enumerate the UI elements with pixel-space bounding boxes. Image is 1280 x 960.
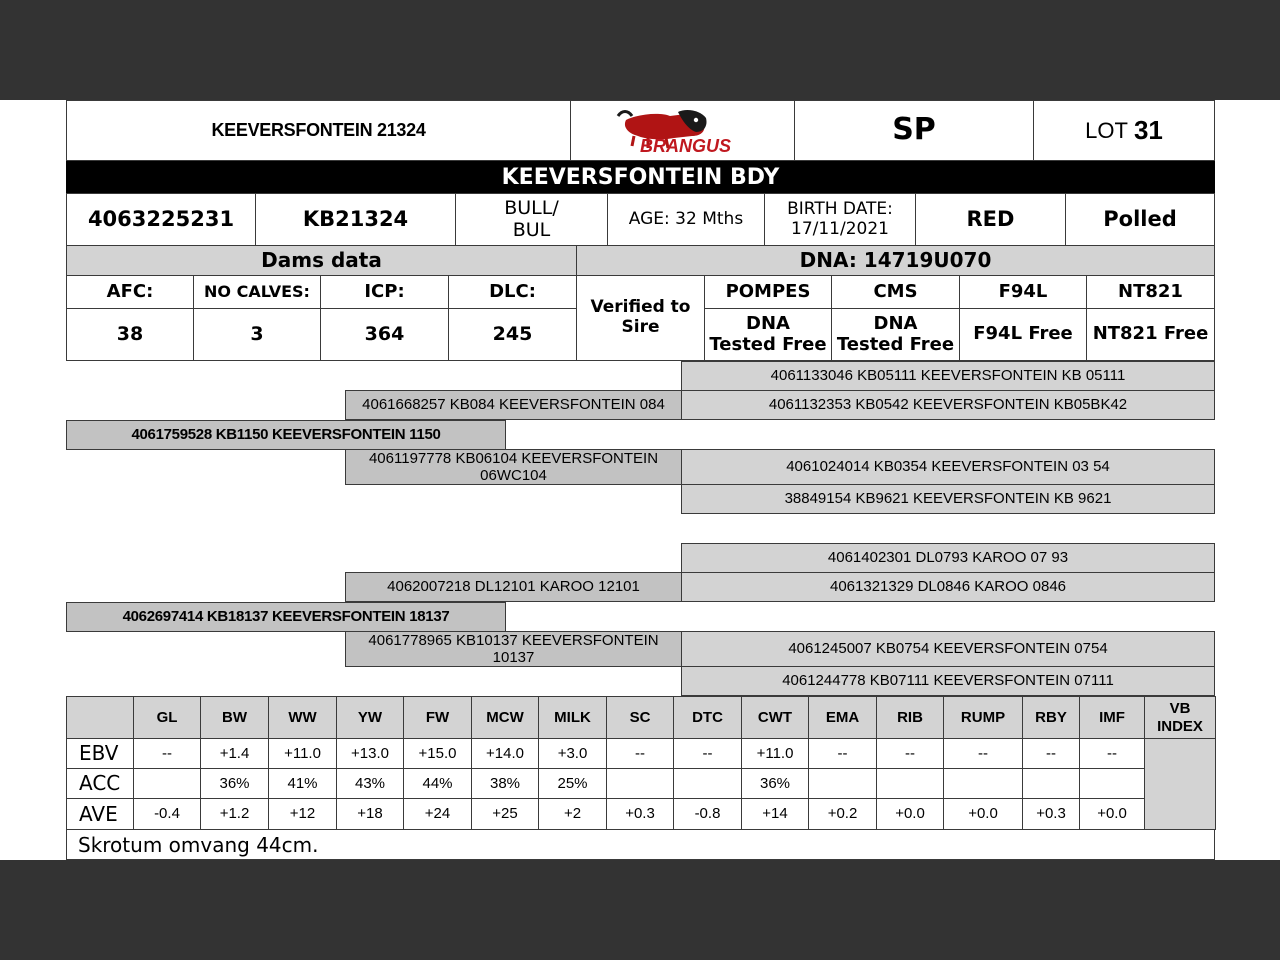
- dams-header-dlc: DLC:: [448, 275, 577, 309]
- animal-name: KEEVERSFONTEIN BDY: [66, 161, 1215, 194]
- dams-data-title: Dams data: [66, 245, 577, 276]
- ebv-value-cell: [943, 768, 1023, 799]
- horn-status: Polled: [1065, 193, 1215, 246]
- ebv-row-label: AVE: [66, 798, 134, 830]
- ebv-value-cell: --: [1079, 738, 1145, 769]
- verified-line2: Sire: [621, 317, 660, 337]
- ebv-col-header: YW: [336, 696, 404, 739]
- ebv-value-cell: --: [673, 738, 742, 769]
- ebv-value-cell: +14.0: [471, 738, 539, 769]
- colour: RED: [915, 193, 1066, 246]
- ebv-value-cell: -0.8: [673, 798, 742, 830]
- vb-index-line1: VB: [1169, 699, 1191, 717]
- ebv-value-cell: +13.0: [336, 738, 404, 769]
- birth-date-value: 17/11/2021: [791, 218, 889, 239]
- lot-sheet: [0, 100, 1280, 860]
- ebv-col-header: MILK: [538, 696, 607, 739]
- cms-result-line1: DNA: [873, 312, 918, 334]
- dna-result-f94l: F94L Free: [959, 308, 1087, 361]
- cms-result-line2: Tested Free: [836, 333, 955, 355]
- ebv-row-label: ACC: [66, 768, 134, 799]
- dna-result-cms: [831, 308, 960, 361]
- verified-to-sire: [576, 275, 705, 361]
- dna-result-pompes: [704, 308, 832, 361]
- bull-logo-icon: [608, 106, 758, 156]
- ebv-value-cell: 25%: [538, 768, 607, 799]
- dams-header-icp: ICP:: [320, 275, 449, 309]
- ebv-value-cell: --: [606, 738, 674, 769]
- pedigree-sire-dam-sire: 4061024014 KB0354 KEEVERSFONTEIN 03 54: [681, 449, 1215, 485]
- ebv-col-header: RUMP: [943, 696, 1023, 739]
- ebv-value-cell: --: [943, 738, 1023, 769]
- pedigree-dam-dam-sire: 4061245007 KB0754 KEEVERSFONTEIN 0754: [681, 631, 1215, 667]
- ebv-value-cell: [606, 768, 674, 799]
- pedigree-dam-dam-dam: 4061244778 KB07111 KEEVERSFONTEIN 07111: [681, 666, 1215, 696]
- ebv-col-header: SC: [606, 696, 674, 739]
- ebv-value-cell: --: [1022, 738, 1080, 769]
- ebv-value-cell: +0.0: [876, 798, 944, 830]
- sex: [455, 193, 608, 246]
- pedigree-sire-sire-sire: 4061133046 KB05111 KEEVERSFONTEIN KB 05111: [681, 361, 1215, 391]
- pedigree-dam-sire: 4062007218 DL12101 KAROO 12101: [345, 572, 682, 602]
- ebv-value-cell: 36%: [200, 768, 269, 799]
- birth-date: [764, 193, 916, 246]
- sex-line1: BULL/: [504, 196, 559, 219]
- ebv-value-cell: [133, 768, 201, 799]
- ebv-col-header: CWT: [741, 696, 809, 739]
- logo-text: BRANGUS: [639, 135, 731, 156]
- lot-label: LOT: [1085, 117, 1128, 143]
- pedigree-sire-dam: 4061197778 KB06104 KEEVERSFONTEIN 06WC104: [345, 449, 682, 485]
- dna-result-nt821: NT821 Free: [1086, 308, 1215, 361]
- dams-value-no-calves: 3: [193, 308, 321, 361]
- ebv-value-cell: +0.0: [943, 798, 1023, 830]
- ebv-value-cell: +15.0: [403, 738, 472, 769]
- dna-test-cms: CMS: [831, 275, 960, 309]
- ebv-col-header: MCW: [471, 696, 539, 739]
- ebv-col-header: BW: [200, 696, 269, 739]
- ebv-col-header: DTC: [673, 696, 742, 739]
- ebv-value-cell: +3.0: [538, 738, 607, 769]
- ebv-value-cell: +2: [538, 798, 607, 830]
- pedigree-sire-sire: 4061668257 KB084 KEEVERSFONTEIN 084: [345, 390, 682, 420]
- vb-index-line2: INDEX: [1157, 717, 1203, 735]
- pedigree-sire-sire-dam: 4061132353 KB0542 KEEVERSFONTEIN KB05BK42: [681, 390, 1215, 420]
- pedigree-sire: 4061759528 KB1150 KEEVERSFONTEIN 1150: [66, 420, 506, 450]
- age: AGE: 32 Mths: [607, 193, 765, 246]
- ebv-value-cell: --: [133, 738, 201, 769]
- ebv-col-header: RIB: [876, 696, 944, 739]
- ebv-value-cell: +0.2: [808, 798, 877, 830]
- pedigree-dam-sire-sire: 4061402301 DL0793 KAROO 07 93: [681, 543, 1215, 573]
- ebv-value-cell: [1022, 768, 1080, 799]
- ebv-value-cell: --: [808, 738, 877, 769]
- pompes-result-line2: Tested Free: [709, 333, 827, 355]
- ebv-value-cell: 36%: [741, 768, 809, 799]
- registration-name: KEEVERSFONTEIN 21324: [66, 100, 571, 161]
- ebv-value-cell: +1.2: [200, 798, 269, 830]
- ebv-col-header: EMA: [808, 696, 877, 739]
- vb-index-value: [1144, 738, 1216, 830]
- ebv-col-header: IMF: [1079, 696, 1145, 739]
- dams-header-no-calves: NO CALVES:: [193, 275, 321, 309]
- pedigree-dam-sire-dam: 4061321329 DL0846 KAROO 0846: [681, 572, 1215, 602]
- ebv-col-header: RBY: [1022, 696, 1080, 739]
- ebv-value-cell: [876, 768, 944, 799]
- pompes-result-line1: DNA: [746, 312, 790, 334]
- pedigree-dam-dam: 4061778965 KB10137 KEEVERSFONTEIN 10137: [345, 631, 682, 667]
- ebv-value-cell: [673, 768, 742, 799]
- ebv-col-header-vb-index: [1144, 696, 1216, 739]
- ebv-value-cell: 41%: [268, 768, 337, 799]
- lot-box: [1033, 100, 1215, 161]
- dna-test-pompes: POMPES: [704, 275, 832, 309]
- ebv-value-cell: 44%: [403, 768, 472, 799]
- pedigree-sire-dam-dam: 38849154 KB9621 KEEVERSFONTEIN KB 9621: [681, 484, 1215, 514]
- ebv-col-header: FW: [403, 696, 472, 739]
- dams-value-icp: 364: [320, 308, 449, 361]
- dna-title: DNA: 14719U070: [576, 245, 1215, 276]
- ebv-value-cell: +1.4: [200, 738, 269, 769]
- ebv-value-cell: +11.0: [741, 738, 809, 769]
- ebv-corner-cell: [66, 696, 134, 739]
- dams-value-afc: 38: [66, 308, 194, 361]
- ebv-value-cell: +14: [741, 798, 809, 830]
- ebv-value-cell: -0.4: [133, 798, 201, 830]
- dams-value-dlc: 245: [448, 308, 577, 361]
- ebv-value-cell: --: [876, 738, 944, 769]
- dna-test-f94l: F94L: [959, 275, 1087, 309]
- ebv-value-cell: [808, 768, 877, 799]
- ebv-value-cell: 43%: [336, 768, 404, 799]
- ebv-value-cell: 38%: [471, 768, 539, 799]
- dna-test-nt821: NT821: [1086, 275, 1215, 309]
- lot-number: 31: [1133, 114, 1163, 145]
- ebv-value-cell: +0.3: [606, 798, 674, 830]
- notes: Skrotum omvang 44cm.: [66, 829, 1215, 860]
- ebv-value-cell: +11.0: [268, 738, 337, 769]
- ebv-value-cell: +0.0: [1079, 798, 1145, 830]
- ebv-col-header: WW: [268, 696, 337, 739]
- id-number: 4063225231: [66, 193, 256, 246]
- herd-code: KB21324: [255, 193, 456, 246]
- pedigree-dam: 4062697414 KB18137 KEEVERSFONTEIN 18137: [66, 602, 506, 632]
- brangus-logo: [570, 100, 795, 161]
- ebv-value-cell: +12: [268, 798, 337, 830]
- ebv-value-cell: +0.3: [1022, 798, 1080, 830]
- verified-line1: Verified to: [590, 297, 691, 318]
- birth-date-label: BIRTH DATE:: [787, 198, 893, 219]
- ebv-value-cell: +25: [471, 798, 539, 830]
- category-code: SP: [794, 100, 1034, 161]
- ebv-col-header: GL: [133, 696, 201, 739]
- ebv-value-cell: +24: [403, 798, 472, 830]
- sex-line2: BUL: [512, 218, 551, 241]
- dams-header-afc: AFC:: [66, 275, 194, 309]
- ebv-value-cell: +18: [336, 798, 404, 830]
- ebv-value-cell: [1079, 768, 1145, 799]
- ebv-row-label: EBV: [66, 738, 134, 769]
